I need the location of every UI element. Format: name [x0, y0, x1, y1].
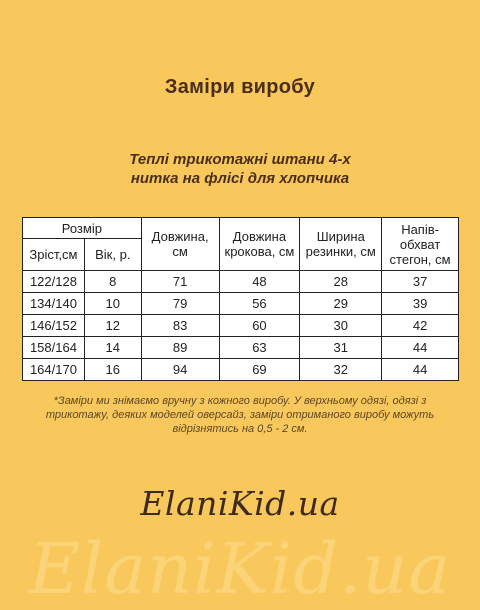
brand-watermark: ElaniKid.ua	[28, 528, 452, 610]
hip-header-line-2: обхват	[399, 236, 441, 252]
table-cell: 16	[84, 359, 141, 381]
length-header-line-2: см	[172, 244, 188, 259]
table-cell: 83	[141, 315, 219, 337]
product-subtitle	[0, 150, 480, 188]
waist-header	[300, 218, 382, 271]
table-row	[23, 337, 459, 359]
table-cell: 79	[141, 293, 219, 315]
waist-header-line-1: Ширина	[316, 229, 365, 244]
size-group-header: Розмір	[23, 218, 142, 239]
note-line-1: *Заміри ми знімаємо вручну з кожного виробу. У верхньому одязі, одязі з	[53, 395, 427, 407]
page-title: Заміри виробу	[164, 76, 316, 98]
table-cell: 8	[84, 271, 141, 293]
inseam-header-line-1: Довжина	[232, 229, 287, 244]
size-table	[22, 217, 459, 381]
note-line-3: відрізнятись на 0,5 - 2 см.	[172, 423, 308, 435]
table-row	[23, 359, 459, 381]
hip-header-line-3: стегон, см	[389, 251, 451, 267]
measurement-note	[40, 394, 440, 436]
table-cell: 37	[382, 271, 459, 293]
table-cell: 89	[141, 337, 219, 359]
subtitle-line-2: нитка на флісі для хлопчика	[130, 170, 350, 187]
table-cell: 158/164	[23, 337, 85, 359]
table-cell: 60	[219, 315, 300, 337]
table-cell: 28	[300, 271, 382, 293]
table-cell: 42	[382, 315, 459, 337]
table-cell: 12	[84, 315, 141, 337]
table-cell: 71	[141, 271, 219, 293]
table-cell: 94	[141, 359, 219, 381]
table-row	[23, 293, 459, 315]
table-cell: 56	[219, 293, 300, 315]
inseam-header	[219, 218, 300, 271]
table-cell: 31	[300, 337, 382, 359]
table-row	[23, 271, 459, 293]
table-cell: 48	[219, 271, 300, 293]
table-cell: 29	[300, 293, 382, 315]
inseam-header-line-2: крокова, см	[224, 244, 295, 259]
table-cell: 32	[300, 359, 382, 381]
table-cell: 69	[219, 359, 300, 381]
table-cell: 39	[382, 293, 459, 315]
length-header	[141, 218, 219, 271]
age-header: Вік, р.	[84, 239, 141, 271]
table-row	[23, 315, 459, 337]
brand-logo: ElaniKid.ua	[140, 484, 340, 523]
table-cell: 44	[382, 359, 459, 381]
table-cell: 122/128	[23, 271, 85, 293]
table-cell: 164/170	[23, 359, 85, 381]
subtitle-line-1: Теплі трикотажні штани 4-х	[129, 151, 351, 168]
hip-header-line-1: Напів-	[401, 221, 439, 237]
hip-header	[382, 218, 459, 271]
note-line-2: трикотажу, деяких моделей оверсайз, заміри отриманого виробу можуть	[45, 409, 435, 421]
table-cell: 30	[300, 315, 382, 337]
table-cell: 44	[382, 337, 459, 359]
table-cell: 63	[219, 337, 300, 359]
table-cell: 146/152	[23, 315, 85, 337]
length-header-line-1: Довжина,	[151, 229, 209, 244]
table-cell: 14	[84, 337, 141, 359]
waist-header-line-2: резинки, см	[305, 244, 376, 259]
table-cell: 134/140	[23, 293, 85, 315]
table-cell: 10	[84, 293, 141, 315]
height-header: Зріст,см	[23, 239, 85, 271]
